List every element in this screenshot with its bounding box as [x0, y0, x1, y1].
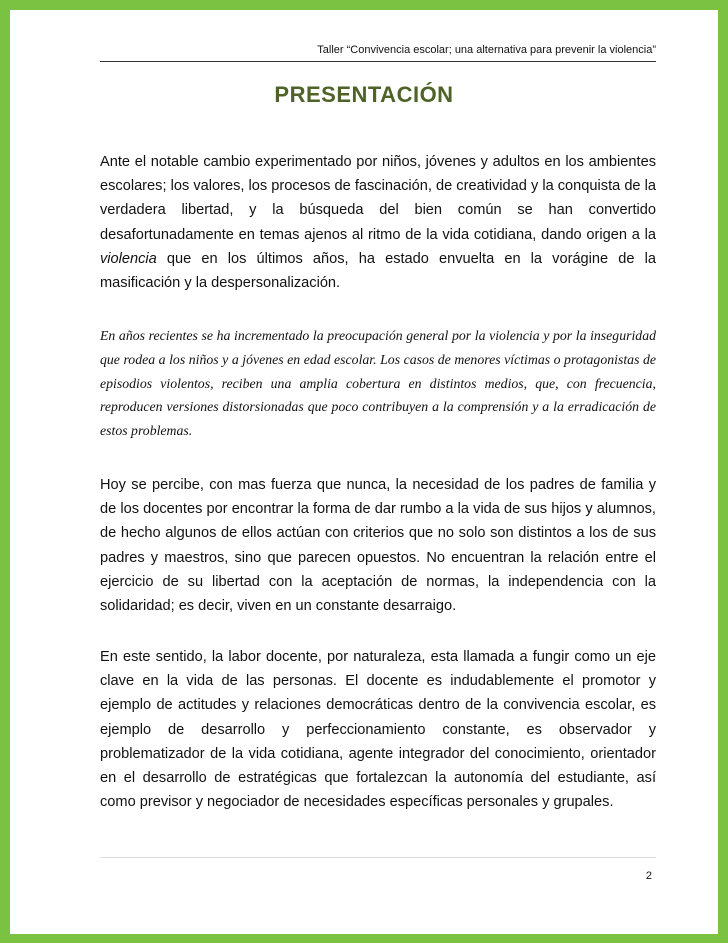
page-title: PRESENTACIÓN	[274, 82, 454, 107]
document-page	[10, 10, 718, 934]
paragraph-recent-years: En años recientes se ha incrementado la preocupación general por la violencia y por la inseguridad que rodea a los niños y a jóvenes en edad escolar. Los casos de menores víctimas o protagonistas de episodios violentos, reciben una amplia cobertura en distintos medios, que, con frecuencia, reproducen versiones distorsionadas que poco contribuyen a la comprensión y a la erradicación de estos problemas.	[100, 328, 656, 439]
page-header: Taller “Convivencia escolar; una alternativa para prevenir la violencia”	[317, 44, 656, 56]
paragraph-teaching: En este sentido, la labor docente, por naturaleza, esta llamada a fungir como un eje clave en la vida de las personas. El docente es indudablemente el promotor y ejemplo de actitudes y relaciones democráticas dentro de la convivencia escolar, es ejemplo de desarrollo y perfeccionamiento constante, es observador y problematizador de la vida cotidiana, agente integrador del conocimiento, orientador en el desarrollo de estratégicas que fortalezcan la autonomía del estudiante, así como previsor y negociador de necesidades específicas personales y grupales.	[100, 649, 656, 811]
paragraph-intro-text-b: que en los últimos años, ha estado envuelta en la vorágine de la masificación y la despersonalización.	[100, 250, 656, 292]
page-number: 2	[645, 870, 652, 882]
footer-divider	[100, 857, 656, 858]
paragraph-intro-emphasis: violencia	[100, 250, 157, 267]
paragraph-families: Hoy se percibe, con mas fuerza que nunca, la necesidad de los padres de familia y de los docentes por encontrar la forma de dar rumbo a la vida de sus hijos y alumnos, de hecho algunos de ellos actúan con criterios que no solo son distintos a los de sus padres y maestros, sino que parecen opuestos. No encuentran la relación entre el ejercicio de su libertad con la aceptación de normas, la independencia con la solidaridad; es decir, viven en un constante desarraigo.	[100, 477, 656, 615]
header-divider	[100, 61, 656, 62]
paragraph-intro	[100, 150, 656, 295]
paragraph-intro-text-a: Ante el notable cambio experimentado por niños, jóvenes y adultos en los ambientes escolares; los valores, los procesos de fascinación, de creatividad y la conquista de la verdadera libertad, y la búsqueda del bien común se han convertido desafortunadamente en temas ajenos al ritmo de la vida cotidiana, dando origen a la	[100, 154, 656, 243]
